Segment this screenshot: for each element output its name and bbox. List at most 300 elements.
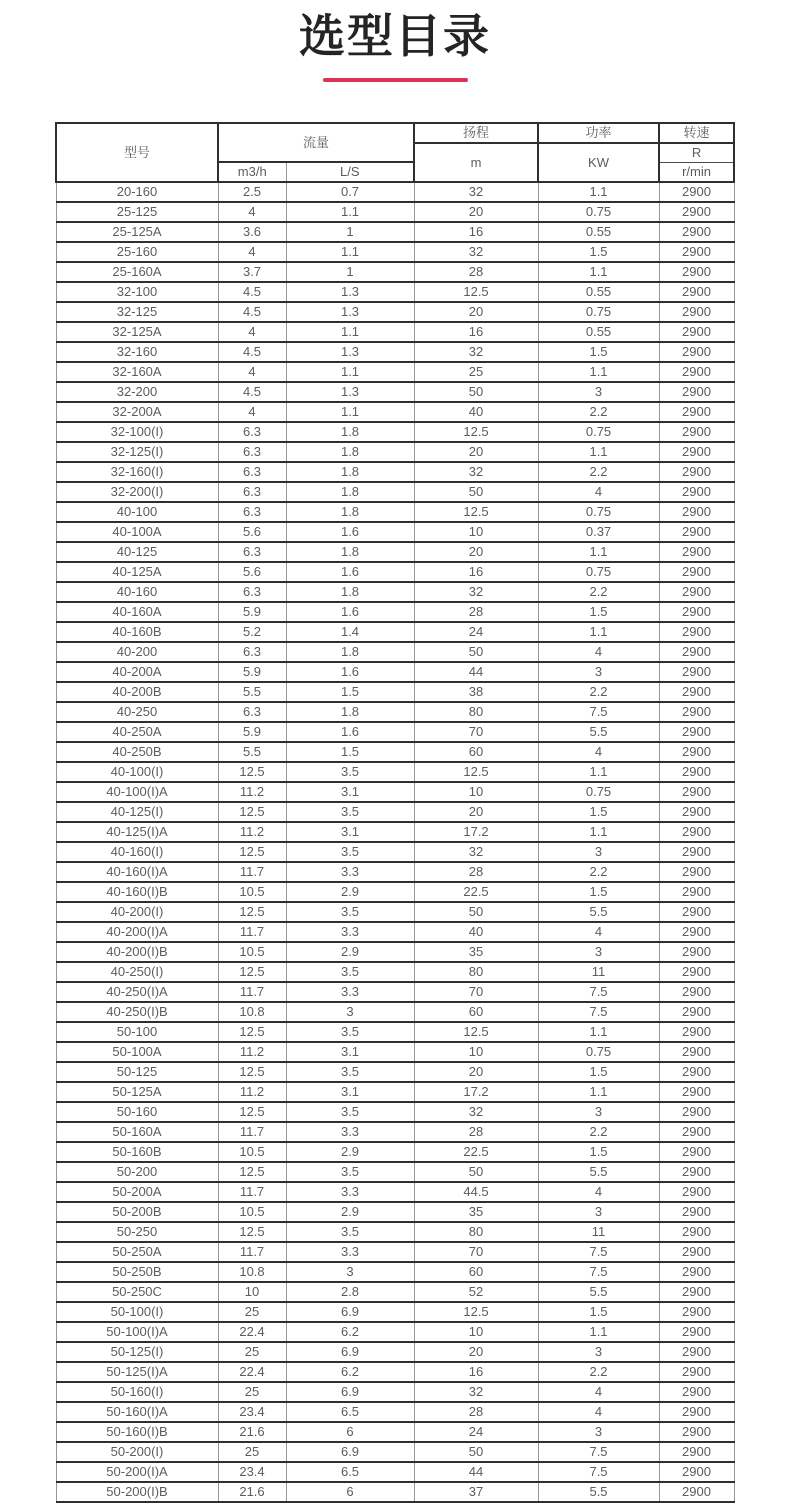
flow-ls-cell: 3.5: [286, 902, 414, 922]
flow-ls-cell: 6.2: [286, 1362, 414, 1382]
flow-ls-cell: 1: [286, 262, 414, 282]
table-row: [56, 1222, 734, 1242]
flow-m3h-cell: 12.5: [218, 1102, 286, 1122]
table-row: [56, 622, 734, 642]
flow-m3h-cell: 11.2: [218, 822, 286, 842]
power-cell: 3: [538, 1342, 659, 1362]
flow-ls-cell: 3.1: [286, 1042, 414, 1062]
model-cell: 32-160A: [56, 362, 218, 382]
power-cell: 0.75: [538, 202, 659, 222]
flow-ls-cell: 1.1: [286, 362, 414, 382]
flow-ls-cell: 1.6: [286, 522, 414, 542]
header-speed-r: R: [659, 143, 734, 163]
flow-ls-cell: 6.9: [286, 1382, 414, 1402]
power-cell: 3: [538, 1422, 659, 1442]
flow-ls-cell: 2.9: [286, 882, 414, 902]
flow-ls-cell: 6.2: [286, 1322, 414, 1342]
flow-ls-cell: 3.3: [286, 1122, 414, 1142]
table-row: [56, 482, 734, 502]
speed-cell: 2900: [659, 642, 734, 662]
table-row: [56, 1422, 734, 1442]
speed-cell: 2900: [659, 222, 734, 242]
flow-m3h-cell: 5.6: [218, 562, 286, 582]
head-cell: 32: [414, 582, 538, 602]
model-cell: 40-100A: [56, 522, 218, 542]
flow-ls-cell: 3.5: [286, 962, 414, 982]
head-cell: 50: [414, 1442, 538, 1462]
flow-ls-cell: 3: [286, 1002, 414, 1022]
table-row: [56, 502, 734, 522]
flow-ls-cell: 3.5: [286, 802, 414, 822]
head-cell: 10: [414, 1322, 538, 1342]
power-cell: 2.2: [538, 1362, 659, 1382]
power-cell: 4: [538, 922, 659, 942]
model-cell: 50-200: [56, 1162, 218, 1182]
power-cell: 0.37: [538, 522, 659, 542]
table-row: [56, 702, 734, 722]
table-row: [56, 1202, 734, 1222]
speed-cell: 2900: [659, 882, 734, 902]
model-cell: 50-160: [56, 1102, 218, 1122]
flow-m3h-cell: 25: [218, 1302, 286, 1322]
flow-m3h-cell: 4.5: [218, 282, 286, 302]
flow-ls-cell: 2.8: [286, 1282, 414, 1302]
table-row: [56, 342, 734, 362]
flow-m3h-cell: 5.9: [218, 722, 286, 742]
speed-cell: 2900: [659, 942, 734, 962]
power-cell: 1.1: [538, 442, 659, 462]
model-cell: 50-200(I): [56, 1442, 218, 1462]
flow-ls-cell: 1.5: [286, 682, 414, 702]
speed-cell: 2900: [659, 262, 734, 282]
head-cell: 12.5: [414, 502, 538, 522]
table-row: [56, 1242, 734, 1262]
model-cell: 32-100: [56, 282, 218, 302]
head-cell: 20: [414, 802, 538, 822]
flow-m3h-cell: 10.5: [218, 882, 286, 902]
speed-cell: 2900: [659, 202, 734, 222]
flow-m3h-cell: 22.4: [218, 1322, 286, 1342]
table-row: [56, 1262, 734, 1282]
speed-cell: 2900: [659, 662, 734, 682]
head-cell: 52: [414, 1282, 538, 1302]
speed-cell: 2900: [659, 862, 734, 882]
flow-m3h-cell: 6.3: [218, 642, 286, 662]
head-cell: 20: [414, 302, 538, 322]
flow-m3h-cell: 11.7: [218, 1122, 286, 1142]
table-row: [56, 1482, 734, 1502]
flow-m3h-cell: 6.3: [218, 702, 286, 722]
head-cell: 28: [414, 262, 538, 282]
power-cell: 1.1: [538, 182, 659, 202]
flow-ls-cell: 1.3: [286, 342, 414, 362]
table-row: [56, 542, 734, 562]
model-cell: 40-160(I): [56, 842, 218, 862]
speed-cell: 2900: [659, 1382, 734, 1402]
model-cell: 40-160(I)A: [56, 862, 218, 882]
table-row: [56, 1462, 734, 1482]
head-cell: 40: [414, 922, 538, 942]
table-row: [56, 1342, 734, 1362]
speed-cell: 2900: [659, 1442, 734, 1462]
head-cell: 50: [414, 902, 538, 922]
speed-cell: 2900: [659, 702, 734, 722]
flow-m3h-cell: 4: [218, 402, 286, 422]
head-cell: 17.2: [414, 822, 538, 842]
head-cell: 80: [414, 702, 538, 722]
table-row: [56, 562, 734, 582]
table-row: [56, 602, 734, 622]
speed-cell: 2900: [659, 622, 734, 642]
head-cell: 60: [414, 742, 538, 762]
power-cell: 0.55: [538, 222, 659, 242]
flow-ls-cell: 2.9: [286, 1142, 414, 1162]
flow-ls-cell: 3.5: [286, 1162, 414, 1182]
flow-ls-cell: 1.1: [286, 322, 414, 342]
model-cell: 40-200B: [56, 682, 218, 702]
flow-ls-cell: 1.6: [286, 602, 414, 622]
head-cell: 37: [414, 1482, 538, 1502]
speed-cell: 2900: [659, 1202, 734, 1222]
model-cell: 40-250(I)B: [56, 1002, 218, 1022]
head-cell: 44.5: [414, 1182, 538, 1202]
speed-cell: 2900: [659, 922, 734, 942]
flow-m3h-cell: 4: [218, 322, 286, 342]
speed-cell: 2900: [659, 1122, 734, 1142]
speed-cell: 2900: [659, 1462, 734, 1482]
flow-ls-cell: 6.5: [286, 1402, 414, 1422]
power-cell: 3: [538, 1102, 659, 1122]
model-cell: 50-125(I)A: [56, 1362, 218, 1382]
head-cell: 50: [414, 382, 538, 402]
table-row: [56, 742, 734, 762]
flow-m3h-cell: 6.3: [218, 502, 286, 522]
header-model: 型号: [56, 123, 218, 183]
model-cell: 50-250B: [56, 1262, 218, 1282]
flow-m3h-cell: 11.7: [218, 1182, 286, 1202]
table-row: [56, 1042, 734, 1062]
head-cell: 60: [414, 1262, 538, 1282]
power-cell: 1.5: [538, 1142, 659, 1162]
power-cell: 0.75: [538, 422, 659, 442]
speed-cell: 2900: [659, 1102, 734, 1122]
power-cell: 1.1: [538, 622, 659, 642]
table-row: [56, 962, 734, 982]
model-cell: 25-125: [56, 202, 218, 222]
power-cell: 7.5: [538, 702, 659, 722]
power-cell: 0.75: [538, 302, 659, 322]
flow-ls-cell: 6.9: [286, 1342, 414, 1362]
flow-m3h-cell: 5.5: [218, 682, 286, 702]
speed-cell: 2900: [659, 382, 734, 402]
table-row: [56, 462, 734, 482]
flow-m3h-cell: 10.8: [218, 1262, 286, 1282]
flow-m3h-cell: 6.3: [218, 482, 286, 502]
flow-m3h-cell: 12.5: [218, 962, 286, 982]
model-cell: 40-200(I): [56, 902, 218, 922]
flow-m3h-cell: 3.6: [218, 222, 286, 242]
speed-cell: 2900: [659, 1482, 734, 1502]
speed-cell: 2900: [659, 1242, 734, 1262]
power-cell: 1.1: [538, 822, 659, 842]
model-cell: 40-100(I)A: [56, 782, 218, 802]
speed-cell: 2900: [659, 302, 734, 322]
table-row: [56, 782, 734, 802]
speed-cell: 2900: [659, 1082, 734, 1102]
speed-cell: 2900: [659, 742, 734, 762]
head-cell: 32: [414, 182, 538, 202]
power-cell: 1.1: [538, 542, 659, 562]
model-cell: 40-160: [56, 582, 218, 602]
flow-m3h-cell: 11.2: [218, 1082, 286, 1102]
speed-cell: 2900: [659, 1322, 734, 1342]
model-cell: 40-250(I)A: [56, 982, 218, 1002]
flow-ls-cell: 6: [286, 1422, 414, 1442]
table-row: [56, 822, 734, 842]
flow-ls-cell: 6: [286, 1482, 414, 1502]
table-row: [56, 1282, 734, 1302]
table-row: [56, 1362, 734, 1382]
power-cell: 0.75: [538, 1042, 659, 1062]
speed-cell: 2900: [659, 802, 734, 822]
flow-m3h-cell: 3.7: [218, 262, 286, 282]
model-cell: 32-100(I): [56, 422, 218, 442]
table-row: [56, 202, 734, 222]
table-row: [56, 862, 734, 882]
head-cell: 32: [414, 1382, 538, 1402]
flow-m3h-cell: 21.6: [218, 1422, 286, 1442]
model-cell: 40-100(I): [56, 762, 218, 782]
model-cell: 40-250B: [56, 742, 218, 762]
model-cell: 40-250(I): [56, 962, 218, 982]
flow-ls-cell: 1.8: [286, 462, 414, 482]
speed-cell: 2900: [659, 182, 734, 202]
flow-ls-cell: 1.6: [286, 562, 414, 582]
flow-m3h-cell: 21.6: [218, 1482, 286, 1502]
flow-m3h-cell: 5.5: [218, 742, 286, 762]
head-cell: 12.5: [414, 1022, 538, 1042]
model-cell: 50-100: [56, 1022, 218, 1042]
flow-ls-cell: 1.8: [286, 442, 414, 462]
model-cell: 32-160: [56, 342, 218, 362]
speed-cell: 2900: [659, 1282, 734, 1302]
model-cell: 40-125(I)A: [56, 822, 218, 842]
table-row: [56, 1142, 734, 1162]
head-cell: 10: [414, 1042, 538, 1062]
flow-m3h-cell: 5.2: [218, 622, 286, 642]
speed-cell: 2900: [659, 822, 734, 842]
head-cell: 70: [414, 982, 538, 1002]
flow-m3h-cell: 4: [218, 202, 286, 222]
speed-cell: 2900: [659, 322, 734, 342]
flow-ls-cell: 3.1: [286, 782, 414, 802]
model-cell: 50-160B: [56, 1142, 218, 1162]
model-cell: 40-125: [56, 542, 218, 562]
model-cell: 50-100(I)A: [56, 1322, 218, 1342]
flow-ls-cell: 1.3: [286, 382, 414, 402]
model-cell: 40-200A: [56, 662, 218, 682]
speed-cell: 2900: [659, 762, 734, 782]
head-cell: 20: [414, 442, 538, 462]
table-row: [56, 942, 734, 962]
speed-cell: 2900: [659, 462, 734, 482]
power-cell: 1.5: [538, 602, 659, 622]
flow-ls-cell: 3.1: [286, 822, 414, 842]
flow-ls-cell: 1: [286, 222, 414, 242]
head-cell: 20: [414, 542, 538, 562]
speed-cell: 2900: [659, 842, 734, 862]
table-row: [56, 1402, 734, 1422]
model-cell: 50-250C: [56, 1282, 218, 1302]
flow-ls-cell: 2.9: [286, 1202, 414, 1222]
power-cell: 1.5: [538, 1302, 659, 1322]
flow-m3h-cell: 11.7: [218, 1242, 286, 1262]
power-cell: 7.5: [538, 1442, 659, 1462]
flow-m3h-cell: 6.3: [218, 442, 286, 462]
table-row: [56, 1102, 734, 1122]
flow-m3h-cell: 4.5: [218, 302, 286, 322]
head-cell: 28: [414, 1402, 538, 1422]
model-cell: 50-200(I)B: [56, 1482, 218, 1502]
flow-m3h-cell: 23.4: [218, 1462, 286, 1482]
head-cell: 22.5: [414, 1142, 538, 1162]
flow-ls-cell: 3.3: [286, 1182, 414, 1202]
flow-ls-cell: 1.3: [286, 302, 414, 322]
model-cell: 40-250A: [56, 722, 218, 742]
model-cell: 20-160: [56, 182, 218, 202]
flow-ls-cell: 2.9: [286, 942, 414, 962]
speed-cell: 2900: [659, 282, 734, 302]
speed-cell: 2900: [659, 402, 734, 422]
head-cell: 35: [414, 942, 538, 962]
head-cell: 16: [414, 562, 538, 582]
head-cell: 80: [414, 962, 538, 982]
flow-ls-cell: 1.1: [286, 202, 414, 222]
power-cell: 2.2: [538, 402, 659, 422]
speed-cell: 2900: [659, 1182, 734, 1202]
table-row: [56, 1162, 734, 1182]
model-cell: 40-200(I)B: [56, 942, 218, 962]
head-cell: 50: [414, 642, 538, 662]
head-cell: 22.5: [414, 882, 538, 902]
model-cell: 32-200: [56, 382, 218, 402]
head-cell: 12.5: [414, 422, 538, 442]
speed-cell: 2900: [659, 982, 734, 1002]
power-cell: 2.2: [538, 462, 659, 482]
speed-cell: 2900: [659, 1402, 734, 1422]
power-cell: 0.75: [538, 502, 659, 522]
flow-ls-cell: 3.3: [286, 1242, 414, 1262]
model-cell: 40-160B: [56, 622, 218, 642]
flow-m3h-cell: 10.5: [218, 942, 286, 962]
header-head-unit: m: [414, 143, 538, 183]
head-cell: 17.2: [414, 1082, 538, 1102]
speed-cell: 2900: [659, 1422, 734, 1442]
catalog-page: [0, 10, 790, 1503]
head-cell: 16: [414, 222, 538, 242]
head-cell: 24: [414, 622, 538, 642]
power-cell: 1.1: [538, 1022, 659, 1042]
speed-cell: 2900: [659, 562, 734, 582]
flow-m3h-cell: 11.7: [218, 922, 286, 942]
head-cell: 50: [414, 482, 538, 502]
flow-m3h-cell: 12.5: [218, 1062, 286, 1082]
speed-cell: 2900: [659, 582, 734, 602]
power-cell: 3: [538, 382, 659, 402]
model-cell: 50-125A: [56, 1082, 218, 1102]
head-cell: 12.5: [414, 282, 538, 302]
flow-ls-cell: 3.3: [286, 922, 414, 942]
table-body: [56, 182, 734, 1502]
speed-cell: 2900: [659, 242, 734, 262]
power-cell: 11: [538, 1222, 659, 1242]
table-row: [56, 722, 734, 742]
speed-cell: 2900: [659, 682, 734, 702]
model-cell: 50-160(I)A: [56, 1402, 218, 1422]
speed-cell: 2900: [659, 902, 734, 922]
head-cell: 44: [414, 662, 538, 682]
head-cell: 50: [414, 1162, 538, 1182]
head-cell: 32: [414, 242, 538, 262]
head-cell: 60: [414, 1002, 538, 1022]
header-power-unit: KW: [538, 143, 659, 183]
head-cell: 32: [414, 1102, 538, 1122]
head-cell: 10: [414, 522, 538, 542]
flow-ls-cell: 0.7: [286, 182, 414, 202]
flow-m3h-cell: 12.5: [218, 1022, 286, 1042]
table-row: [56, 842, 734, 862]
flow-ls-cell: 6.5: [286, 1462, 414, 1482]
flow-ls-cell: 3.3: [286, 862, 414, 882]
model-cell: 50-160(I): [56, 1382, 218, 1402]
model-cell: 50-100A: [56, 1042, 218, 1062]
table-row: [56, 1442, 734, 1462]
page-title: 选型目录: [299, 10, 491, 62]
head-cell: 20: [414, 1342, 538, 1362]
flow-m3h-cell: 11.2: [218, 1042, 286, 1062]
power-cell: 11: [538, 962, 659, 982]
speed-cell: 2900: [659, 482, 734, 502]
model-cell: 40-160A: [56, 602, 218, 622]
table-row: [56, 442, 734, 462]
model-cell: 32-125A: [56, 322, 218, 342]
model-cell: 50-100(I): [56, 1302, 218, 1322]
power-cell: 4: [538, 742, 659, 762]
table-row: [56, 362, 734, 382]
model-cell: 40-125(I): [56, 802, 218, 822]
table-row: [56, 1062, 734, 1082]
head-cell: 35: [414, 1202, 538, 1222]
speed-cell: 2900: [659, 602, 734, 622]
head-cell: 20: [414, 202, 538, 222]
power-cell: 5.5: [538, 1282, 659, 1302]
model-cell: 25-160A: [56, 262, 218, 282]
power-cell: 1.1: [538, 362, 659, 382]
table-row: [56, 982, 734, 1002]
speed-cell: 2900: [659, 1042, 734, 1062]
table-row: [56, 1302, 734, 1322]
table-row: [56, 222, 734, 242]
flow-ls-cell: 1.8: [286, 702, 414, 722]
power-cell: 3: [538, 942, 659, 962]
flow-m3h-cell: 25: [218, 1342, 286, 1362]
model-cell: 50-200B: [56, 1202, 218, 1222]
head-cell: 32: [414, 462, 538, 482]
speed-cell: 2900: [659, 1222, 734, 1242]
model-cell: 40-200(I)A: [56, 922, 218, 942]
flow-m3h-cell: 10.5: [218, 1202, 286, 1222]
head-cell: 28: [414, 862, 538, 882]
